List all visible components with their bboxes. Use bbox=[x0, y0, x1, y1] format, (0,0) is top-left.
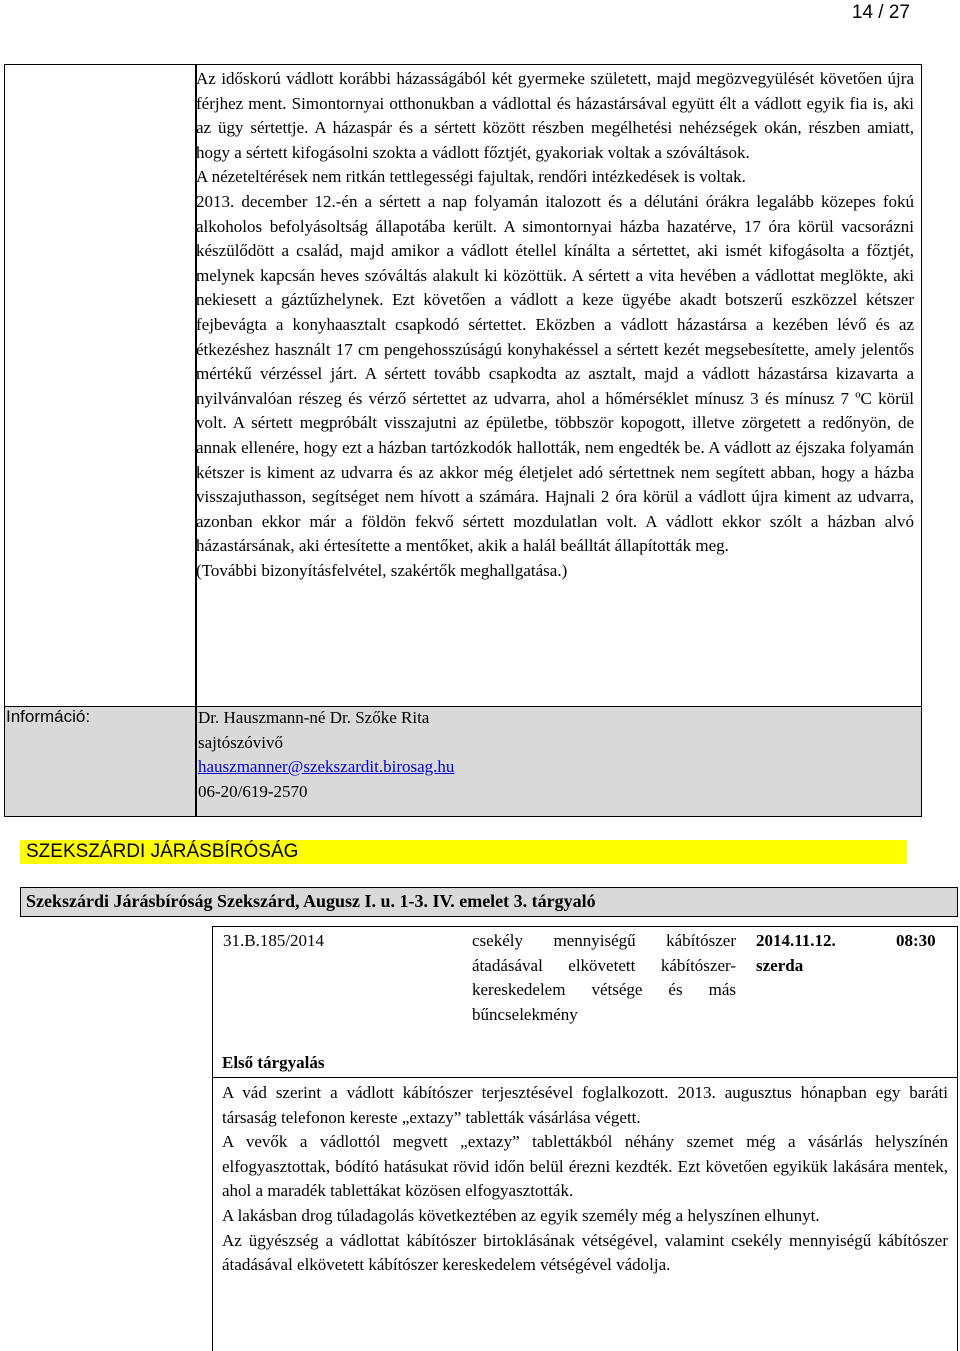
case-offense: csekély mennyiségű kábítószer átadásával elkövetett kábítószer-kereskedelem vétsége és más bűncselekmény bbox=[472, 931, 736, 1024]
case-time: 08:30 bbox=[896, 931, 936, 950]
case-number: 31.B.185/2014 bbox=[223, 931, 325, 950]
case-description bbox=[196, 67, 914, 583]
case-paragraph: A nézeteltérések nem ritkán tettlegességi fajultak, rendőri intézkedések is voltak. bbox=[196, 167, 746, 187]
contact-info bbox=[198, 706, 454, 804]
case-paragraph: (További bizonyításfelvétel, szakértők meghallgatása.) bbox=[196, 560, 568, 580]
case-date: 2014.11.12. szerda bbox=[756, 931, 836, 975]
divider bbox=[212, 1077, 957, 1078]
case-paragraph: A lakásban drog túladagolás következtében az egyik személy még a helyszínen elhunyt. bbox=[222, 1205, 820, 1225]
page-number: 14 / 27 bbox=[851, 2, 910, 23]
case-summary bbox=[222, 1081, 948, 1278]
case-paragraph: Az ügyészség a vádlottat kábítószer birtoklásának vétségével, valamint csekély mennyiségű kábítószer átadásával elkövetett kábítószer kereskedelem vétségével vádolja. bbox=[222, 1230, 948, 1275]
contact-email-link[interactable]: hauszmanner@szekszardit.birosag.hu bbox=[198, 757, 455, 777]
case-paragraph: 2013. december 12.-én a sértett a nap folyamán italozott és a délutáni órákra legalább közepes fokú alkoholos befolyásoltság állapotába került. A simontornyai házba hazatérve, 17 óra körül vacsorázni készülődött a család, majd amikor a vádlott étellel kínálta a sértettet, aki ismét kifogásolta a főztjét, melynek kapcsán heves szóváltás alakult ki közöttük. A sértett a vita hevében a vádlottat meglökte, aki nekiesett a gáztűzhelynek. Ezt követően a vádlott a keze ügyébe akadt botszerű eszközzel kétszer fejbevágta a konyhaasztalt csapkodó sértettet. Eközben a vádlott házastársa a kezében lévő és az étkezéshez használt 17 cm pengehosszúságú konyhakéssel a sértett kezét megsebesítette, amely jelentős mértékű vérzéssel járt. A sértett tovább csapkodta az asztalt, majd a vádlott házastársa kizavarta a nyilvánvalóan részeg és vérző sértettet az udvarra, ahol a hőmérséklet mínusz 3 és mínusz 7 ºC körül volt. A sértett megpróbált visszajutni az épületbe, többször kopogott, illetve zörgetett a redőnyön, de annak ellenére, hogy ezt a házban tartózkodók hallották, nem engedték be. A vádlott az éjszaka folyamán kétszer is kiment az udvarra és az akkor még életjelet adó sértettnek nem segített abban, hogy a házba visszajuthasson, segítséget nem hívott a számára. Hajnali 2 óra körül a vádlott újra kiment az udvarra, azonban ekkor már a földön fekvő sértett mozdulatlan volt. A vádlott ekkor szólt a házban alvó házastársának, aki értesítette a mentőket, akik a halál beálltát állapították meg. bbox=[196, 191, 914, 556]
info-label: Információ: bbox=[6, 707, 91, 726]
court-heading: SZEKSZÁRDI JÁRÁSBÍRÓSÁG bbox=[26, 841, 299, 862]
contact-role: sajtószóvivő bbox=[198, 732, 283, 752]
case-paragraph: Az időskorú vádlott korábbi házasságából két gyermeke született, majd megözvegyülését követően újra férjhez ment. Simontornyai otthonukban a vádlottal és házastársával együtt élt a vádlott egyik fia is, aki az ügy sértettje. A házaspár és a sértett között részben megélhetési nehézségek okán, részben amiatt, hogy a sértett kifogásolni szokta a vádlott főztjét, gyakoriak voltak a szóváltások. bbox=[196, 69, 914, 162]
hearing-type: Első tárgyalás bbox=[222, 1053, 325, 1072]
case-paragraph: A vád szerint a vádlott kábítószer terjesztésével foglalkozott. 2013. augusztus hónapban egy baráti társaság telefonon kereste „extazy” tabletták vásárlása végett. bbox=[222, 1083, 948, 1127]
venue-text: Szekszárdi Járásbíróság Szekszárd, Augusz I. u. 1-3. IV. emelet 3. tárgyaló bbox=[26, 891, 596, 911]
contact-phone: 06-20/619-2570 bbox=[198, 781, 308, 801]
contact-name: Dr. Hauszmann-né Dr. Szőke Rita bbox=[198, 708, 430, 727]
case-paragraph: A vevők a vádlottól megvett „extazy” tablettákból néhány szemet még a vásárlás helyszínén elfogyasztottak, bódító hatásukat rövid időn belül érezni kezdték. Ezt követően egyikük lakására mentek, ahol a maradék tablettákat közösen elfogyasztották. bbox=[222, 1132, 948, 1201]
